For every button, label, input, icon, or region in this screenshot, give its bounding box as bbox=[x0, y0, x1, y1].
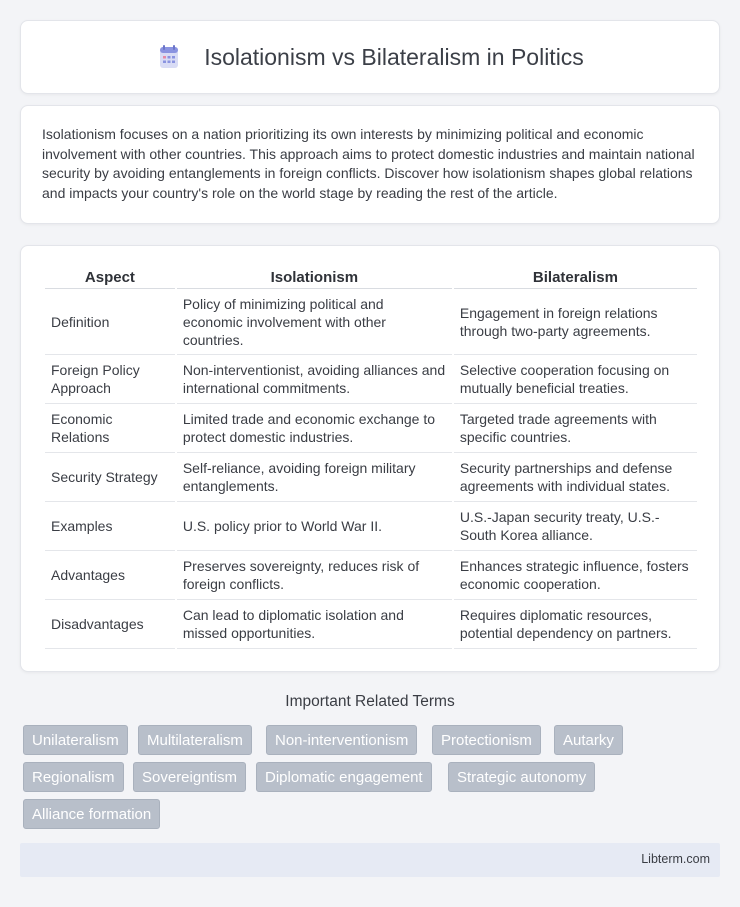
table-cell: Economic Relations bbox=[45, 404, 175, 453]
table-cell: Can lead to diplomatic isolation and missed opportunities. bbox=[177, 600, 452, 649]
table-cell: Engagement in foreign relations through two-party agreements. bbox=[454, 289, 697, 355]
term-tag[interactable]: Sovereigntism bbox=[133, 762, 246, 792]
term-tag[interactable]: Alliance formation bbox=[23, 799, 160, 829]
document-icon bbox=[156, 44, 182, 70]
table-row bbox=[45, 453, 697, 502]
term-tag[interactable]: Autarky bbox=[554, 725, 623, 755]
table-row bbox=[45, 289, 697, 355]
table-cell: Examples bbox=[45, 502, 175, 551]
term-tag[interactable]: Diplomatic engagement bbox=[256, 762, 432, 792]
comparison-table-card bbox=[20, 245, 720, 672]
term-tag[interactable]: Protectionism bbox=[432, 725, 541, 755]
header-bilateralism: Bilateralism bbox=[454, 266, 697, 289]
table-header-row bbox=[45, 266, 697, 289]
header-card bbox=[20, 20, 720, 94]
table-cell: Enhances strategic influence, fosters economic cooperation. bbox=[454, 551, 697, 600]
table-cell: Requires diplomatic resources, potential dependency on partners. bbox=[454, 600, 697, 649]
table-cell: Security partnerships and defense agreements with individual states. bbox=[454, 453, 697, 502]
table-row bbox=[45, 404, 697, 453]
footer-brand[interactable]: Libterm.com bbox=[641, 852, 710, 866]
table-cell: Targeted trade agreements with specific countries. bbox=[454, 404, 697, 453]
page-title: Isolationism vs Bilateralism in Politics bbox=[204, 43, 584, 70]
table-cell: U.S.-Japan security treaty, U.S.-South Korea alliance. bbox=[454, 502, 697, 551]
table-cell: Non-interventionist, avoiding alliances and international commitments. bbox=[177, 355, 452, 404]
table-row bbox=[45, 551, 697, 600]
table-cell: Foreign Policy Approach bbox=[45, 355, 175, 404]
table-cell: Self-reliance, avoiding foreign military entanglements. bbox=[177, 453, 452, 502]
table-cell: Definition bbox=[45, 289, 175, 355]
table-cell: Selective cooperation focusing on mutually beneficial treaties. bbox=[454, 355, 697, 404]
table-cell: Security Strategy bbox=[45, 453, 175, 502]
term-tag[interactable]: Regionalism bbox=[23, 762, 124, 792]
table-row bbox=[45, 600, 697, 649]
intro-card bbox=[20, 105, 720, 224]
header-aspect: Aspect bbox=[45, 266, 175, 289]
comparison-table bbox=[43, 266, 699, 649]
table-row bbox=[45, 502, 697, 551]
term-tag[interactable]: Non-interventionism bbox=[266, 725, 417, 755]
footer bbox=[20, 843, 720, 877]
table-cell: Preserves sovereignty, reduces risk of foreign conflicts. bbox=[177, 551, 452, 600]
header-isolationism: Isolationism bbox=[177, 266, 452, 289]
term-tag[interactable]: Strategic autonomy bbox=[448, 762, 595, 792]
table-cell: Limited trade and economic exchange to protect domestic industries. bbox=[177, 404, 452, 453]
intro-text: Isolationism focuses on a nation prioritizing its own interests by minimizing political and economic involvement with other countries. This approach aims to protect domestic industries and maintain national security by avoiding entanglements in foreign conflicts. Discover how isolationism shapes global relations and impacts your country's role on the world stage by reading the rest of the article. bbox=[42, 126, 695, 201]
table-cell: Disadvantages bbox=[45, 600, 175, 649]
term-tag[interactable]: Unilateralism bbox=[23, 725, 128, 755]
related-terms-title: Important Related Terms bbox=[285, 693, 455, 710]
table-cell: Policy of minimizing political and economic involvement with other countries. bbox=[177, 289, 452, 355]
table-cell: Advantages bbox=[45, 551, 175, 600]
term-tag[interactable]: Multilateralism bbox=[138, 725, 252, 755]
table-row bbox=[45, 355, 697, 404]
table-cell: U.S. policy prior to World War II. bbox=[177, 502, 452, 551]
